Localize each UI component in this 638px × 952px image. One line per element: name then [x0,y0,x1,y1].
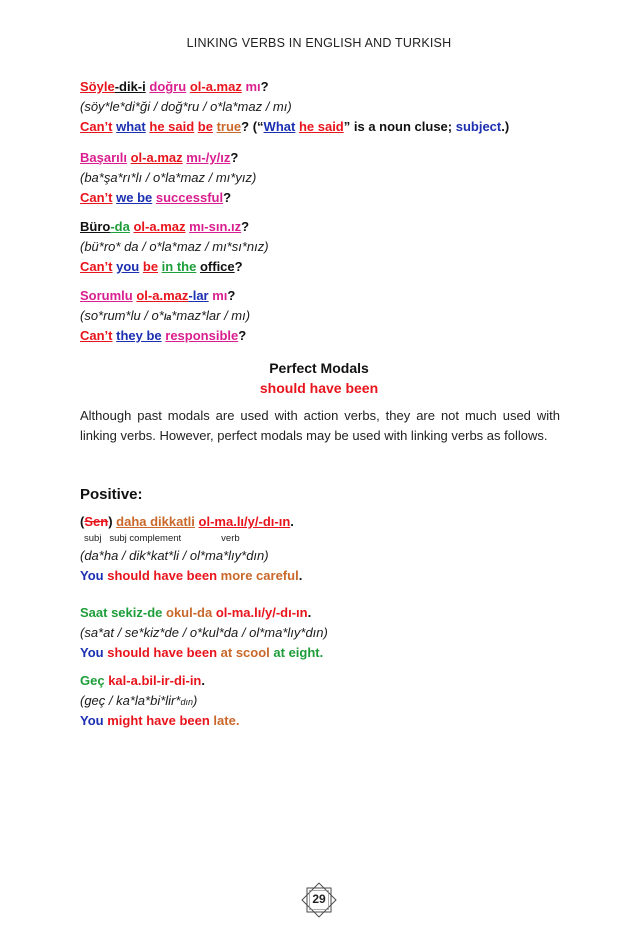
punct: .) [501,119,510,134]
text: (so*rum*lu / o* [80,308,164,323]
word: ol-ma.lı/y/-dı-ın [198,514,291,529]
syllables-2: (ba*şa*rı*lı / o*la*maz / mı*yız) [80,170,257,185]
punct: ? (“ [241,119,264,134]
word: office [199,259,235,274]
punct: ? [241,219,250,234]
word: You [80,645,104,660]
punct: . [298,568,303,583]
punct: . [319,645,324,660]
word: successful [155,190,224,205]
punct: ? [223,190,232,205]
intro-paragraph: Although past modals are used with action verbs, they are not much used with linking verbs. However, perfect modals may be used with linking verbs as follows. [80,408,560,443]
example-2-turkish [80,605,311,621]
word: true [216,119,242,134]
punct: . [201,673,205,688]
word: ol-a.maz [133,219,186,234]
word: mı [212,288,228,303]
word: Saat sekiz-de [80,605,163,620]
page-number: 29 [312,892,326,906]
word: Can’t [80,259,113,274]
example-3-syllables [80,693,197,710]
punct: ? [260,79,269,94]
word: Geç [80,673,105,688]
word: at scool [220,645,270,660]
word: mı-/y/ız [186,150,231,165]
example-1-english [80,568,302,584]
positive-heading: Positive: [80,486,143,503]
english-sentence-3 [80,259,243,275]
punct: ) [108,514,113,529]
word: Sorumlu [80,288,133,303]
word: daha dikkatli [116,514,195,529]
label-verb: verb [221,533,240,544]
punct: ? [227,288,236,303]
word: should have been [107,645,218,660]
syllables-1: (söy*le*di*ği / doğ*ru / o*la*maz / mı) [80,99,292,114]
label-complement: subj complement [109,533,182,544]
word: okul-da [166,605,213,620]
word: what [116,119,146,134]
word: in the [161,259,197,274]
example-2-syllables: (sa*at / se*kiz*de / o*kul*da / ol*ma*lıy*dın) [80,625,328,640]
word: might have been [107,713,210,728]
text: ” is a noun cluse; [343,119,456,134]
word: Can’t [80,119,113,134]
section-title: Perfect Modals [269,360,369,376]
punct: . [307,605,312,620]
word: mı [245,79,261,94]
word: be [197,119,213,134]
word: Can’t [80,190,113,205]
turkish-sentence-1 [80,79,269,95]
word: Söyle [80,79,115,94]
example-3-turkish [80,673,205,689]
word: ol-a.maz [189,79,242,94]
word: Başarılı [80,150,127,165]
word: should have been [107,568,218,583]
word: be [142,259,159,274]
syllables-3: (bü*ro* da / o*la*maz / mı*sı*nız) [80,239,269,254]
word: doğru [149,79,187,94]
word: they be [116,328,162,343]
example-3-english [80,713,239,729]
punct: ? [238,328,247,343]
word: ol-a.maz [136,288,189,303]
punct: ? [230,150,239,165]
english-sentence-2 [80,190,231,206]
word: Büro [80,219,111,234]
page-number-badge [300,881,338,919]
suffix: -da [110,219,130,234]
word: You [80,713,104,728]
turkish-sentence-4 [80,288,235,304]
syllables-4 [80,308,250,325]
text: (geç / ka*la*bi*lir* [80,693,181,708]
small-syllable: dın [180,697,193,707]
english-sentence-4 [80,328,246,344]
example-1-turkish [80,514,294,530]
word: Sen [84,514,109,529]
punct: ? [234,259,243,274]
word: he said [298,119,344,134]
punct: ( [80,514,85,529]
suffix: -lar [188,288,209,303]
suffix: -dik-i [114,79,146,94]
running-header: LINKING VERBS IN ENGLISH AND TURKISH [186,36,452,50]
word: What [263,119,296,134]
word: ol-ma.lı/y/-dı-ın [215,605,308,620]
word: subject [455,119,502,134]
word: more careful [220,568,299,583]
turkish-sentence-2 [80,150,238,166]
word: we be [116,190,153,205]
word: Can’t [80,328,113,343]
text: ) [192,693,198,708]
turkish-sentence-3 [80,219,249,235]
word: kal-a.bil-ir-di-in [108,673,202,688]
word: you [116,259,140,274]
example-2-english [80,645,323,661]
english-sentence-1 [80,119,509,135]
word: ol-a.maz [130,150,183,165]
word: at eight [273,645,320,660]
word: responsible [165,328,239,343]
word: he said [149,119,195,134]
label-subj: subj [84,533,102,544]
word: late. [213,713,240,728]
grammar-labels [84,533,240,544]
word: You [80,568,104,583]
text: *maz*lar / mı) [171,308,251,323]
section-subtitle: should have been [259,380,379,396]
punct: . [290,514,294,529]
small-syllable: la [163,312,172,322]
word: mı-sın.ız [189,219,242,234]
example-1-syllables: (da*ha / dik*kat*li / ol*ma*lıy*dın) [80,548,269,563]
